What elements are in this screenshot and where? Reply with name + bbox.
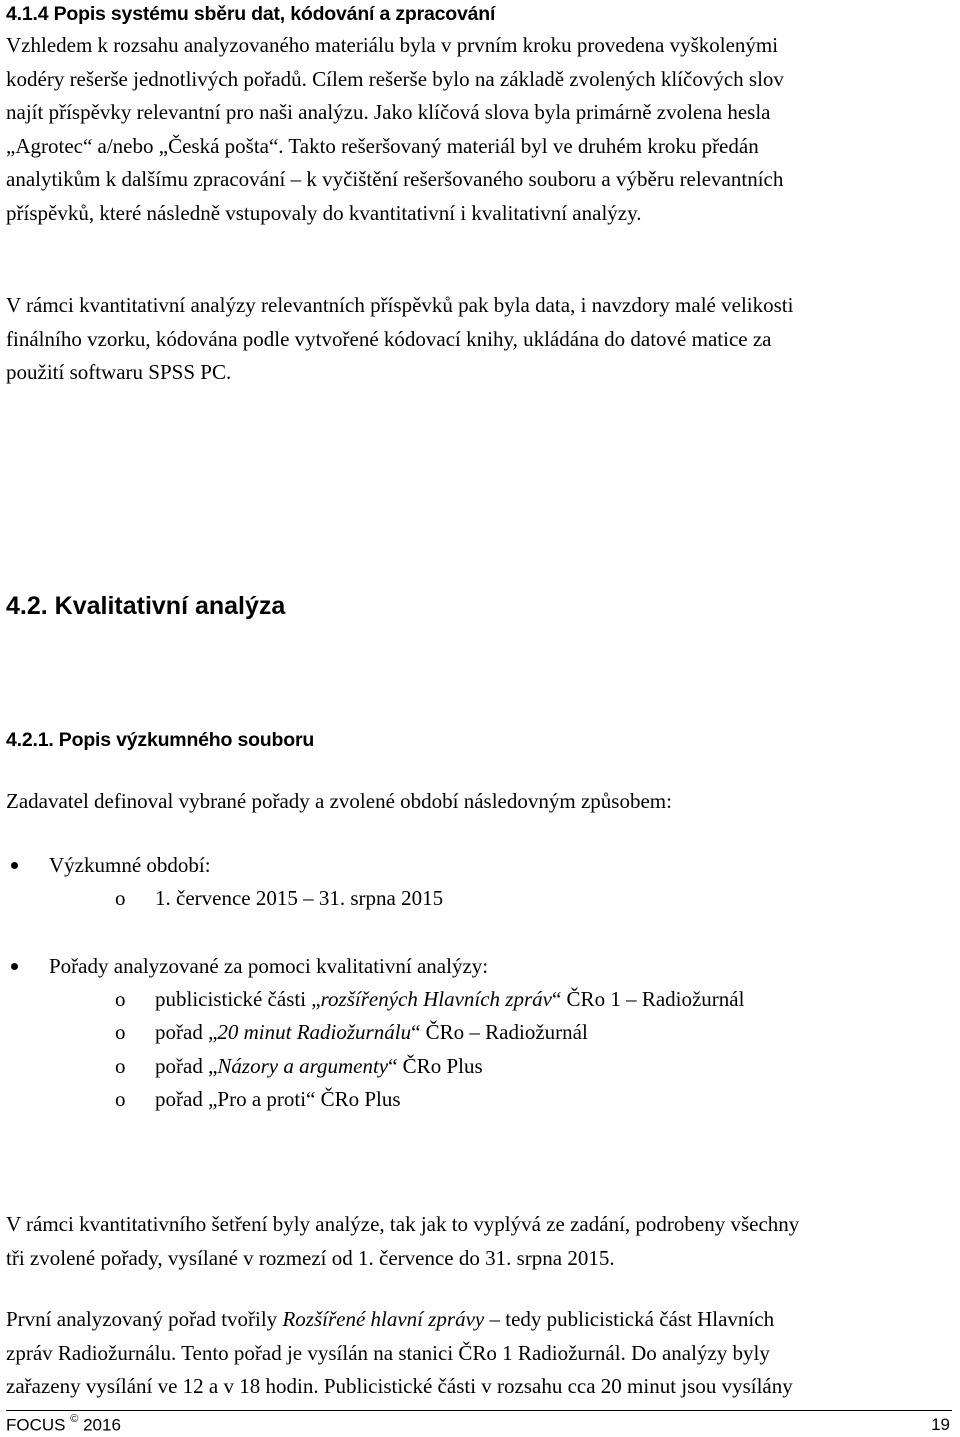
text-fragment: První analyzovaný pořad tvořily (6, 1307, 283, 1331)
text-line: V rámci kvantitativní analýzy relevantních příspěvků pak byla data, i navzdory malé velikosti (6, 293, 794, 317)
program-suffix: “ ČRo Plus (306, 1087, 401, 1111)
circle-marker-icon: o (115, 886, 126, 910)
text-line: zařazeny vysílání ve 12 a v 18 hodin. Publicistické části v rozsahu cca 20 minut jsou vysílány (6, 1374, 793, 1398)
bullet-dot-icon (11, 963, 18, 970)
text-line: „Agrotec“ a/nebo „Česká pošta“. Takto rešeršovaný materiál byl ve druhém kroku předán (6, 133, 759, 158)
text-line: zpráv Radiožurnálu. Tento pořad je vysílán na stanici ČRo 1 Radiožurnál. Do analýzy byly (6, 1340, 770, 1365)
program-item (115, 1083, 401, 1117)
program-suffix: “ ČRo – Radiožurnál (411, 1020, 588, 1044)
text-line: finálního vzorku, kódována podle vytvořené kódovací knihy, ukládána do datové matice za (6, 326, 772, 351)
text-line: Vzhledem k rozsahu analyzovaného materiálu byla v prvním kroku provedena vyškolenými (6, 33, 779, 57)
text-line: najít příspěvky relevantní pro naši analýzu. Jako klíčová slova byla primárně zvolena hesla (6, 100, 771, 124)
circle-marker-icon: o (115, 1020, 126, 1044)
text-line (6, 1303, 956, 1337)
sub-item-period (115, 882, 443, 916)
page-number: 19 (931, 1415, 950, 1434)
text-line: tři zvolené pořady, vysílané v rozmezí od 1. července do 31. srpna 2015. (6, 1245, 615, 1270)
circle-marker-icon: o (115, 1087, 126, 1111)
program-suffix: “ ČRo 1 – Radiožurnál (551, 987, 745, 1011)
section-heading-4-2: 4.2. Kvalitativní analýza (6, 592, 286, 620)
paragraph-scope (6, 1208, 956, 1275)
program-title: 20 minut Radiožurnálu (217, 1020, 412, 1044)
program-suffix: “ ČRo Plus (388, 1054, 483, 1078)
text-line: příspěvků, které následně vstupovaly do kvantitativní i kvalitativní analýzy. (6, 200, 642, 225)
program-item (115, 983, 744, 1017)
program-title: Pro a proti (217, 1087, 307, 1111)
bullet-programs: Pořady analyzované za pomoci kvalitativní analýzy: (49, 954, 489, 978)
text-fragment: – tedy publicistická část Hlavních (484, 1307, 775, 1331)
bullet-dot-icon (11, 862, 18, 869)
program-prefix: pořad „ (155, 1087, 218, 1111)
circle-marker-icon: o (115, 1054, 126, 1078)
brand-name: FOCUS (6, 1415, 66, 1435)
paragraph-quantitative (6, 289, 956, 390)
copyright-icon: © (70, 1413, 79, 1425)
bullet-research-period: Výzkumné období: (49, 853, 211, 877)
program-prefix: publicistické části „ (155, 987, 321, 1011)
footer-brand (6, 1415, 121, 1436)
period-range: 1. července 2015 – 31. srpna 2015 (155, 886, 444, 910)
text-line: V rámci kvantitativního šetření byly analýze, tak jak to vyplývá ze zadání, podrobeny všechny (6, 1212, 800, 1236)
program-item (115, 1050, 483, 1084)
text-line: kodéry rešerše jednotlivých pořadů. Cílem rešerše bylo na základě zvolených klíčových slov (6, 66, 784, 91)
section-heading-4-1-4: 4.1.4 Popis systému sběru dat, kódování a zpracování (6, 3, 496, 25)
program-prefix: pořad „ (155, 1020, 218, 1044)
program-item (115, 1016, 588, 1050)
program-prefix: pořad „ (155, 1054, 218, 1078)
paragraph-data-collection (6, 29, 956, 230)
intro-text: Zadavatel definoval vybrané pořady a zvolené období následovným způsobem: (6, 789, 672, 813)
text-line: použití softwaru SPSS PC. (6, 360, 232, 384)
paragraph-first-program (6, 1303, 956, 1404)
program-title: Názory a argumenty (217, 1054, 389, 1078)
text-line: analytikům k dalšímu zpracování – k vyčištění rešeršovaného souboru a výběru relevantních (6, 167, 784, 191)
circle-marker-icon: o (115, 987, 126, 1011)
program-title: Rozšířené hlavní zprávy (282, 1307, 485, 1331)
program-title: rozšířených Hlavních zpráv (320, 987, 552, 1011)
footer-year: 2016 (83, 1415, 121, 1435)
section-heading-4-2-1: 4.2.1. Popis výzkumného souboru (6, 729, 315, 751)
page-footer (6, 1410, 952, 1437)
